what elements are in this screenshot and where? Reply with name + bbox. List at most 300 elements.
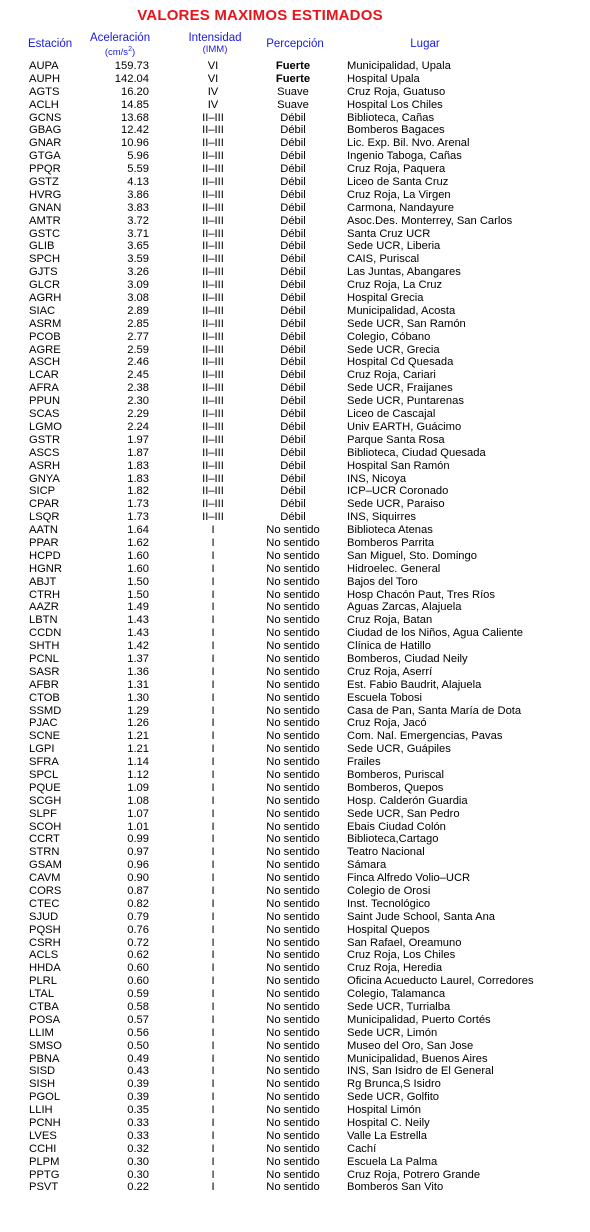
acceleration-value: 0.39 [127, 1078, 149, 1091]
table-row [0, 537, 590, 550]
station-code: CTRH [29, 588, 61, 601]
table-row [0, 937, 590, 950]
intensity-value: I [211, 1129, 215, 1142]
acceleration-value: 1.43 [127, 614, 149, 627]
intensity-value: II–III [202, 343, 224, 356]
station-code: AUPH [29, 72, 61, 85]
perception-value: No sentido [266, 601, 320, 614]
acceleration-value: 0.33 [127, 1129, 149, 1142]
header-aceleracion [90, 33, 150, 58]
perception-value: No sentido [266, 1129, 320, 1142]
station-code: LGMO [29, 420, 62, 433]
location-name: Sede UCR, San Pedro [347, 807, 460, 820]
table-row [0, 627, 590, 640]
station-code: SFRA [29, 756, 59, 769]
header-intensidad-unit: (IMM) [202, 44, 228, 55]
perception-value: No sentido [266, 614, 320, 627]
perception-value: No sentido [266, 756, 320, 769]
table-row [0, 1014, 590, 1027]
station-code: GCNS [29, 111, 62, 124]
perception-value: No sentido [266, 846, 320, 859]
acceleration-value: 1.01 [127, 820, 149, 833]
table-row [0, 1143, 590, 1156]
location-name: Bomberos, Ciudad Neily [347, 652, 468, 665]
intensity-value: II–III [202, 356, 224, 369]
table-row [0, 924, 590, 937]
intensity-value: I [211, 575, 215, 588]
header-estacion: Estación [28, 38, 73, 50]
location-name: Parque Santa Rosa [347, 433, 445, 446]
acceleration-value: 0.33 [127, 1117, 149, 1130]
intensity-value: I [211, 1013, 215, 1026]
location-name: Biblioteca, Ciudad Quesada [347, 446, 486, 459]
location-name: Liceo de Cascajal [347, 408, 436, 421]
location-name: Est. Fabio Baudrit, Alajuela [347, 678, 482, 691]
acceleration-value: 0.30 [127, 1155, 149, 1168]
intensity-value: I [211, 691, 215, 704]
station-code: AFBR [29, 678, 59, 691]
table-row [0, 692, 590, 705]
station-code: SIAC [29, 304, 56, 317]
intensity-value: I [211, 768, 215, 781]
station-code: PPQR [29, 163, 61, 176]
station-code: GSAM [29, 859, 62, 872]
station-code: SLPF [29, 807, 57, 820]
perception-value: Débil [280, 227, 306, 240]
perception-value: Débil [280, 408, 306, 421]
acceleration-value: 1.43 [127, 627, 149, 640]
location-name: Finca Alfredo Volio–UCR [347, 872, 471, 885]
table-row [0, 163, 590, 176]
table-row [0, 1078, 590, 1091]
intensity-value: IV [207, 98, 219, 111]
table-row [0, 717, 590, 730]
acceleration-value: 1.83 [127, 472, 149, 485]
header-intensidad [185, 33, 245, 55]
intensity-value: II–III [202, 330, 224, 343]
table-row [0, 279, 590, 292]
station-code: SCOH [29, 820, 62, 833]
location-name: Sede UCR, Golfito [347, 1091, 440, 1104]
station-code: SISD [29, 1065, 56, 1078]
table-row [0, 679, 590, 692]
table-row [0, 782, 590, 795]
intensity-value: II–III [202, 124, 224, 137]
table-row [0, 1130, 590, 1143]
intensity-value: I [211, 1039, 215, 1052]
perception-value: No sentido [266, 988, 320, 1001]
acceleration-value: 2.85 [127, 317, 149, 330]
station-code: ASRM [29, 317, 62, 330]
perception-value: No sentido [266, 549, 320, 562]
acceleration-value: 0.56 [127, 1026, 149, 1039]
station-code: LCAR [29, 369, 59, 382]
location-name: ICP–UCR Coronado [347, 485, 449, 498]
location-name: Teatro Nacional [347, 846, 425, 859]
perception-value: No sentido [266, 897, 320, 910]
acceleration-value: 1.87 [127, 446, 149, 459]
perception-value: No sentido [266, 730, 320, 743]
table-row [0, 769, 590, 782]
perception-value: Suave [277, 98, 309, 111]
station-code: GSTC [29, 227, 61, 240]
location-name: Escuela Tobosi [347, 691, 423, 704]
table-row [0, 485, 590, 498]
perception-value: Débil [280, 343, 306, 356]
intensity-value: I [211, 640, 215, 653]
perception-value: No sentido [266, 1181, 320, 1194]
station-code: SSMD [29, 704, 62, 717]
table-row [0, 962, 590, 975]
table-row [0, 382, 590, 395]
table-row [0, 395, 590, 408]
table-row [0, 743, 590, 756]
intensity-value: II–III [202, 408, 224, 421]
intensity-value: II–III [202, 279, 224, 292]
intensity-value: II–III [202, 498, 224, 511]
acceleration-value: 0.22 [127, 1181, 149, 1194]
intensity-value: II–III [202, 111, 224, 124]
acceleration-value: 2.29 [127, 408, 149, 421]
location-name: Inst. Tecnológico [347, 897, 431, 910]
table-row [0, 1104, 590, 1117]
acceleration-value: 1.21 [127, 743, 149, 756]
acceleration-value: 0.58 [127, 1001, 149, 1014]
station-code: GTGA [29, 150, 61, 163]
table-row [0, 821, 590, 834]
perception-value: Débil [280, 266, 306, 279]
acceleration-value: 1.09 [127, 781, 149, 794]
station-code: SISH [29, 1078, 56, 1091]
acceleration-value: 1.83 [127, 459, 149, 472]
location-name: Hosp. Calderón Guardia [347, 794, 468, 807]
station-code: HVRG [29, 188, 62, 201]
intensity-value: II–III [202, 137, 224, 150]
perception-value: No sentido [266, 768, 320, 781]
table-row [0, 1040, 590, 1053]
intensity-value: VI [207, 72, 219, 85]
table-row [0, 576, 590, 589]
table-row [0, 408, 590, 421]
perception-value: Débil [280, 485, 306, 498]
table-row [0, 589, 590, 602]
intensity-value: I [211, 936, 215, 949]
acceleration-value: 0.35 [127, 1104, 149, 1117]
perception-value: No sentido [266, 1065, 320, 1078]
acceleration-value: 12.42 [121, 124, 149, 137]
acceleration-value: 10.96 [121, 137, 149, 150]
station-code: PBNA [29, 1052, 60, 1065]
station-code: AGRH [29, 292, 62, 305]
table-row [0, 1156, 590, 1169]
station-code: ACLS [29, 949, 59, 962]
stations-table [0, 60, 590, 1194]
intensity-value: II–III [202, 485, 224, 498]
acceleration-value: 2.45 [127, 369, 149, 382]
station-code: CORS [29, 885, 62, 897]
station-code: LVES [29, 1129, 57, 1142]
location-name: Cruz Roja, Cariari [347, 369, 436, 382]
perception-value: Débil [280, 279, 306, 292]
station-code: PLPM [29, 1155, 60, 1168]
intensity-value: I [211, 678, 215, 691]
intensity-value: I [211, 1117, 215, 1130]
intensity-value: I [211, 949, 215, 962]
table-row [0, 292, 590, 305]
intensity-value: IV [207, 85, 219, 98]
perception-value: Débil [280, 292, 306, 305]
table-row [0, 1065, 590, 1078]
station-code: LLIH [29, 1104, 53, 1117]
intensity-value: II–III [202, 304, 224, 317]
location-name: Carmona, Nandayure [347, 201, 454, 214]
perception-value: Débil [280, 395, 306, 408]
station-code: PJAC [29, 717, 58, 730]
acceleration-value: 1.14 [127, 756, 149, 769]
acceleration-value: 0.49 [127, 1052, 149, 1065]
perception-value: No sentido [266, 1026, 320, 1039]
table-row [0, 421, 590, 434]
perception-value: No sentido [266, 1091, 320, 1104]
table-row [0, 756, 590, 769]
intensity-value: I [211, 897, 215, 910]
station-code: LTAL [29, 988, 55, 1001]
location-name: Sede UCR, Liberia [347, 240, 441, 253]
station-code: GLCR [29, 279, 61, 292]
intensity-value: II–III [202, 163, 224, 176]
location-name: Valle La Estrella [347, 1129, 428, 1142]
perception-value: No sentido [266, 781, 320, 794]
acceleration-value: 0.90 [127, 872, 149, 885]
acceleration-value: 1.50 [127, 575, 149, 588]
acceleration-value: 1.73 [127, 511, 149, 524]
table-row [0, 975, 590, 988]
location-name: Bomberos San Vito [347, 1181, 444, 1194]
table-row [0, 730, 590, 743]
acceleration-value: 2.89 [127, 304, 149, 317]
location-name: San Miguel, Sto. Domingo [347, 549, 477, 562]
intensity-value: I [211, 717, 215, 730]
acceleration-value: 0.59 [127, 988, 149, 1001]
acceleration-value: 2.30 [127, 395, 149, 408]
location-name: Hospital C. Neily [347, 1117, 430, 1130]
station-code: PQUE [29, 781, 61, 794]
acceleration-value: 1.60 [127, 549, 149, 562]
table-row [0, 228, 590, 241]
station-code: CAVM [29, 872, 61, 885]
station-code: ASCH [29, 356, 61, 369]
acceleration-value: 0.39 [127, 1091, 149, 1104]
station-code: PLRL [29, 975, 57, 988]
table-row [0, 1053, 590, 1066]
perception-value: Débil [280, 176, 306, 189]
acceleration-value: 2.46 [127, 356, 149, 369]
perception-value: No sentido [266, 524, 320, 537]
perception-value: Débil [280, 253, 306, 266]
intensity-value: I [211, 1078, 215, 1091]
perception-value: No sentido [266, 1078, 320, 1091]
station-code: AAZR [29, 601, 59, 614]
intensity-value: II–III [202, 292, 224, 305]
intensity-value: I [211, 601, 215, 614]
location-name: Cruz Roja, La Cruz [347, 279, 443, 292]
station-code: PCNL [29, 652, 59, 665]
table-row [0, 846, 590, 859]
acceleration-value: 16.20 [121, 85, 149, 98]
intensity-value: I [211, 988, 215, 1001]
acceleration-value: 0.99 [127, 833, 149, 846]
perception-value: No sentido [266, 1155, 320, 1168]
table-row [0, 369, 590, 382]
acceleration-value: 0.87 [127, 885, 149, 897]
acceleration-value: 0.79 [127, 910, 149, 923]
station-code: SCAS [29, 408, 60, 421]
location-name: Municipalidad, Upala [347, 60, 451, 72]
perception-value: Débil [280, 163, 306, 176]
location-name: Liceo de Santa Cruz [347, 176, 449, 189]
location-name: Hospital Quepos [347, 923, 430, 936]
station-code: GLIB [29, 240, 55, 253]
intensity-value: II–III [202, 188, 224, 201]
acceleration-value: 2.77 [127, 330, 149, 343]
table-row [0, 1001, 590, 1014]
intensity-value: I [211, 614, 215, 627]
table-row [0, 331, 590, 344]
location-name: Las Juntas, Abangares [347, 266, 461, 279]
perception-value: No sentido [266, 665, 320, 678]
perception-value: No sentido [266, 704, 320, 717]
intensity-value: II–III [202, 240, 224, 253]
intensity-value: II–III [202, 511, 224, 524]
acceleration-value: 0.82 [127, 897, 149, 910]
table-row [0, 550, 590, 563]
table-row [0, 202, 590, 215]
perception-value: No sentido [266, 743, 320, 756]
acceleration-value: 1.31 [127, 678, 149, 691]
table-row [0, 344, 590, 357]
intensity-value: I [211, 562, 215, 575]
acceleration-value: 0.72 [127, 936, 149, 949]
acceleration-value: 2.59 [127, 343, 149, 356]
acceleration-value: 0.60 [127, 962, 149, 975]
acceleration-value: 1.50 [127, 588, 149, 601]
location-name: INS, San Isidro de El General [347, 1065, 494, 1078]
station-code: SPCH [29, 253, 61, 266]
header-intensidad-label: Intensidad [188, 32, 242, 44]
location-name: Biblioteca, Cañas [347, 111, 435, 124]
station-code: LLIM [29, 1026, 54, 1039]
perception-value: No sentido [266, 536, 320, 549]
table-row [0, 240, 590, 253]
location-name: San Rafael, Oreamuno [347, 936, 462, 949]
location-name: Lic. Exp. Bil. Nvo. Arenal [347, 137, 470, 150]
location-name: Municipalidad, Acosta [347, 304, 456, 317]
location-name: Municipalidad, Puerto Cortés [347, 1013, 491, 1026]
station-code: SMSO [29, 1039, 62, 1052]
perception-value: Fuerte [275, 60, 311, 72]
table-row [0, 511, 590, 524]
table-row [0, 911, 590, 924]
location-name: Museo del Oro, San Jose [347, 1039, 474, 1052]
acceleration-value: 1.97 [127, 433, 149, 446]
table-row [0, 318, 590, 331]
intensity-value: I [211, 1001, 215, 1014]
perception-value: No sentido [266, 691, 320, 704]
location-name: Saint Jude School, Santa Ana [347, 910, 496, 923]
location-name: Cruz Roja, Guatuso [347, 85, 446, 98]
location-name: Sede UCR, Limón [347, 1026, 438, 1039]
intensity-value: I [211, 1168, 215, 1181]
perception-value: Débil [280, 201, 306, 214]
station-code: ASRH [29, 459, 61, 472]
location-name: Hospital Upala [347, 72, 420, 85]
acceleration-value: 0.97 [127, 846, 149, 859]
intensity-value: II–III [202, 176, 224, 189]
acceleration-value: 1.29 [127, 704, 149, 717]
perception-value: No sentido [266, 1052, 320, 1065]
perception-value: Débil [280, 420, 306, 433]
intensity-value: II–III [202, 420, 224, 433]
intensity-value: I [211, 846, 215, 859]
location-name: Hidroelec. General [347, 562, 441, 575]
station-code: SPCL [29, 768, 59, 781]
perception-value: Débil [280, 498, 306, 511]
perception-value: Débil [280, 356, 306, 369]
station-code: CSRH [29, 936, 61, 949]
location-name: Sede UCR, Fraijanes [347, 382, 453, 395]
station-code: LBTN [29, 614, 58, 627]
acceleration-value: 1.21 [127, 730, 149, 743]
acceleration-value: 1.82 [127, 485, 149, 498]
location-name: CAIS, Puriscal [347, 253, 420, 266]
intensity-value: II–III [202, 472, 224, 485]
intensity-value: I [211, 923, 215, 936]
intensity-value: II–III [202, 201, 224, 214]
perception-value: Débil [280, 433, 306, 446]
perception-value: Débil [280, 472, 306, 485]
table-row [0, 305, 590, 318]
location-name: Cruz Roja, Los Chiles [347, 949, 456, 962]
table-row [0, 176, 590, 189]
intensity-value: II–III [202, 395, 224, 408]
location-name: Cachí [347, 1142, 377, 1155]
location-name: Ingenio Taboga, Cañas [347, 150, 462, 163]
acceleration-value: 3.86 [127, 188, 149, 201]
intensity-value: I [211, 807, 215, 820]
intensity-value: II–III [202, 317, 224, 330]
acceleration-value: 0.76 [127, 923, 149, 936]
header-lugar: Lugar [410, 38, 440, 50]
perception-value: No sentido [266, 1117, 320, 1130]
location-name: Sede UCR, San Ramón [347, 317, 466, 330]
station-code: SJUD [29, 910, 59, 923]
perception-value: Débil [280, 240, 306, 253]
table-row [0, 434, 590, 447]
location-name: INS, Siquirres [347, 511, 417, 524]
perception-value: No sentido [266, 1104, 320, 1117]
intensity-value: II–III [202, 214, 224, 227]
intensity-value: I [211, 859, 215, 872]
perception-value: No sentido [266, 588, 320, 601]
intensity-value: I [211, 1155, 215, 1168]
location-name: Cruz Roja, Heredia [347, 962, 443, 975]
table-row [0, 833, 590, 846]
acceleration-value: 1.60 [127, 562, 149, 575]
location-name: Ebais Ciudad Colón [347, 820, 446, 833]
station-code: ACLH [29, 98, 59, 111]
location-name: Ciudad de los Niños, Agua Caliente [347, 627, 524, 640]
header-percepcion: Percepción [266, 38, 324, 50]
